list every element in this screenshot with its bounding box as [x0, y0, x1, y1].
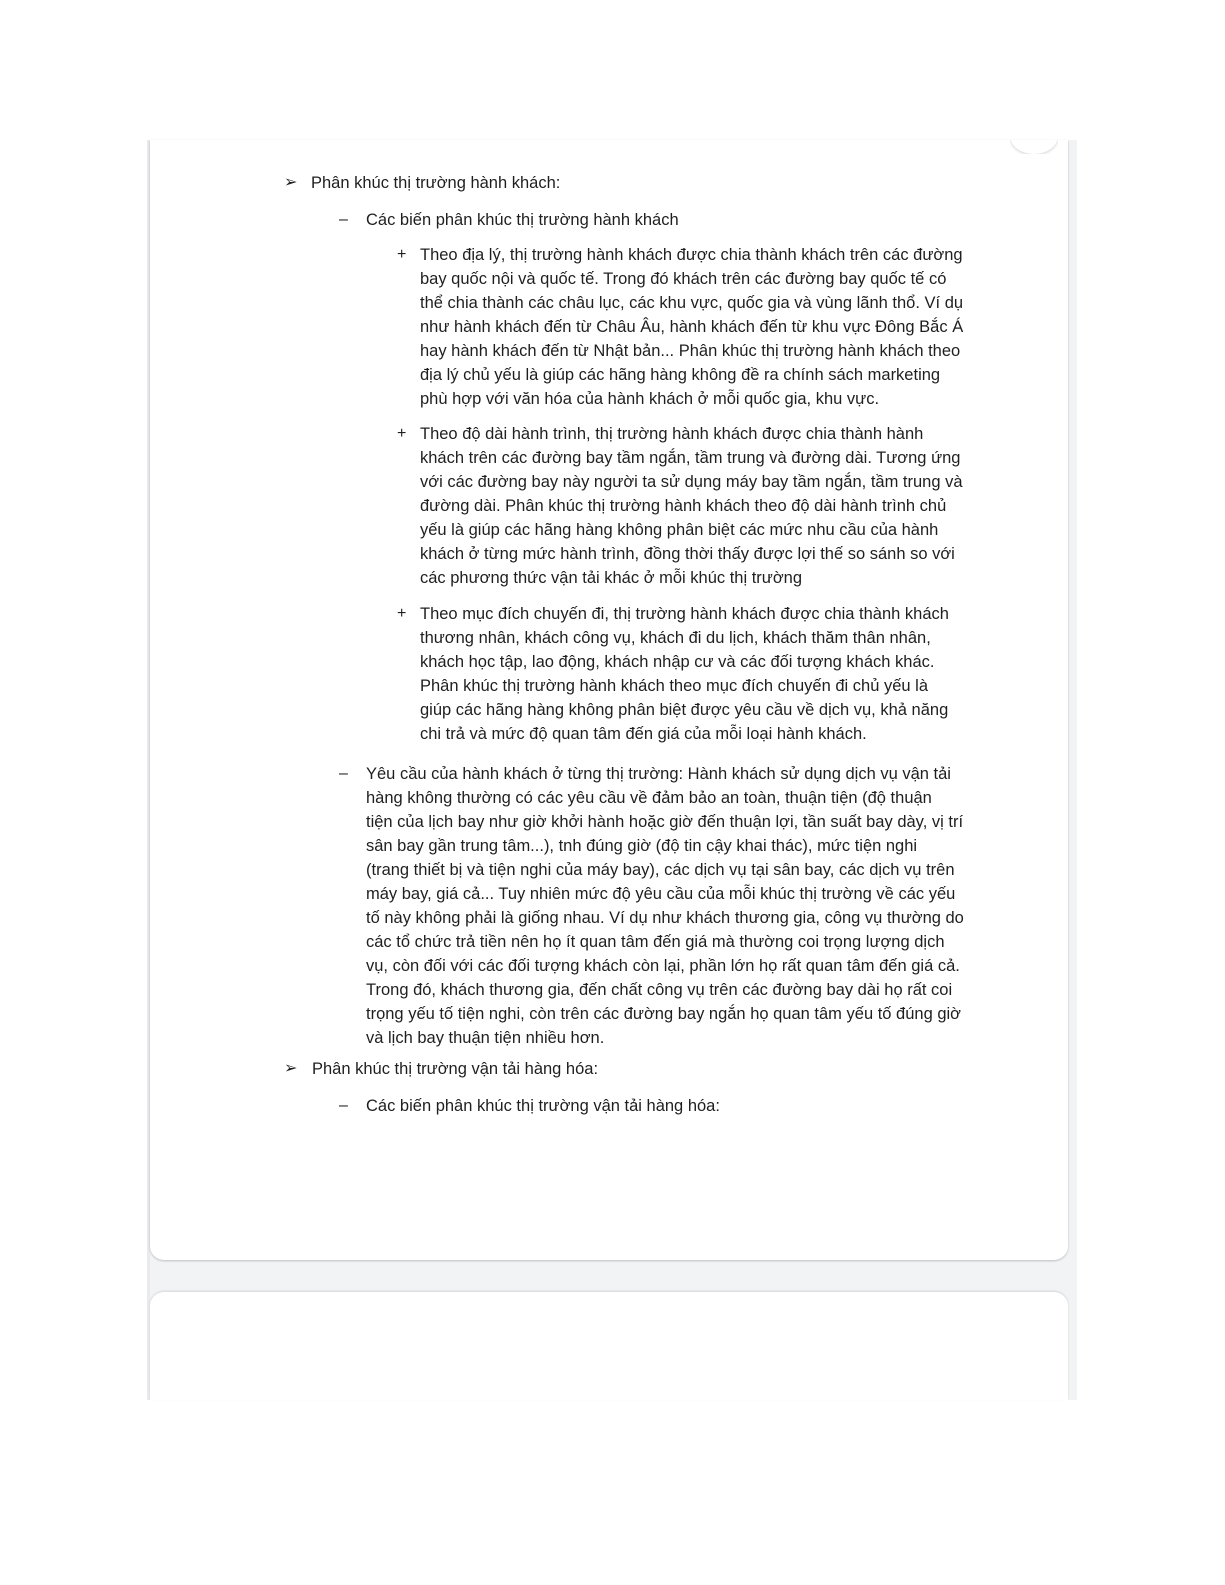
- text-line: Phân khúc thị trường hành khách theo mục đích chuyến đi chủ yếu là: [420, 677, 929, 695]
- text-line: chi trả và mức độ quan tâm đến giá của mỗi loại hành khách.: [420, 725, 867, 743]
- text-line: máy bay, giá cả... Tuy nhiên mức độ yêu cầu của mỗi khúc thị trường về các yếu: [366, 885, 956, 903]
- text-line: thương nhân, khách công vụ, khách đi du lịch, khách thăm thân nhân,: [420, 629, 931, 647]
- item-trip-purpose: [420, 602, 980, 746]
- sub-cargo-variables: Các biến phân khúc thị trường vận tải hàng hóa:: [366, 1097, 720, 1115]
- text-line: Theo mục đích chuyến đi, thị trường hành khách được chia thành khách: [420, 605, 949, 623]
- text-line: phù hợp với văn hóa của hành khách ở mỗi quốc gia, khu vực.: [420, 390, 880, 408]
- passenger-requirements: [366, 762, 986, 1050]
- heading-passenger-segmentation: Phân khúc thị trường hành khách:: [311, 174, 561, 192]
- dash-bullet-icon: –: [339, 211, 348, 228]
- text-line: các phương thức vận tải khác ở mỗi khúc thị trường: [420, 569, 803, 587]
- next-document-page: [150, 1292, 1068, 1400]
- text-line: như hành khách đến từ Châu Âu, hành khách đến từ khu vực Đông Bắc Á: [420, 318, 964, 336]
- sub-passenger-variables: Các biến phân khúc thị trường hành khách: [366, 211, 679, 229]
- text-line: (trang thiết bị và tiện nghi của máy bay), các dịch vụ tại sân bay, các dịch vụ trên: [366, 861, 955, 879]
- text-line: đường dài. Phân khúc thị trường hành khách theo độ dài hành trình chủ: [420, 497, 947, 515]
- text-line: tố này không phải là giống nhau. Ví dụ như khách thương gia, công vụ thường do: [366, 909, 964, 927]
- plus-bullet-icon: +: [397, 246, 407, 263]
- text-line: giúp các hãng hàng không phân biệt được yêu cầu về dịch vụ, khả năng: [420, 701, 949, 719]
- text-line: bay quốc nội và quốc tế. Trong đó khách trên các đường bay quốc tế có: [420, 270, 947, 288]
- text-line: với các đường bay này người ta sử dụng máy bay tầm ngắn, tầm trung và: [420, 473, 963, 491]
- text-line: khách ở từng mức hành trình, đồng thời thấy được lợi thế so sánh so với: [420, 545, 955, 563]
- text-line: sân bay gần trung tâm...), tnh đúng giờ (độ tin cậy khai thác), mức tiện nghi: [366, 837, 918, 855]
- text-line: trọng yếu tố tiện nghi, còn trên các đường bay ngắn họ quan tâm yếu tố đúng giờ: [366, 1005, 961, 1023]
- text-line: Theo độ dài hành trình, thị trường hành khách được chia thành hành: [420, 425, 924, 443]
- text-line: Yêu cầu của hành khách ở từng thị trường: Hành khách sử dụng dịch vụ vận tải: [366, 765, 951, 783]
- floating-button-edge[interactable]: [1010, 118, 1058, 154]
- text-line: yếu là giúp các hãng hàng không phân biệt các mức nhu cầu của hành: [420, 521, 939, 539]
- text-line: vụ, còn đối với các đối tượng khách còn lại, phần lớn họ rất quan tâm đến giá cả.: [366, 957, 960, 975]
- text-line: địa lý chủ yếu là giúp các hãng hàng không đề ra chính sách marketing: [420, 366, 941, 384]
- text-line: khách học tập, lao động, khách nhập cư và các đối tượng khách khác.: [420, 653, 935, 671]
- text-line: hay hành khách đến từ Nhật bản... Phân khúc thị trường hành khách theo: [420, 342, 961, 360]
- arrow-bullet-icon: ➢: [284, 1060, 298, 1077]
- text-line: Trong đó, khách thương gia, đến chất công vụ trên các đường bay dài họ rất coi: [366, 981, 953, 999]
- item-geography: [420, 243, 980, 411]
- plus-bullet-icon: +: [397, 425, 407, 442]
- text-line: hàng không thường có các yêu cầu về đảm bảo an toàn, thuận tiện (độ thuận: [366, 789, 932, 807]
- text-line: khách trên các đường bay tầm ngắn, tầm trung và đường dài. Tương ứng: [420, 449, 961, 467]
- plus-bullet-icon: +: [397, 605, 407, 622]
- dash-bullet-icon: –: [339, 765, 348, 782]
- item-journey-length: [420, 422, 980, 590]
- text-line: Theo địa lý, thị trường hành khách được chia thành khách trên các đường: [420, 246, 963, 264]
- text-line: và lịch bay thuận tiện nhiều hơn.: [366, 1029, 605, 1047]
- text-line: các tổ chức trả tiền nên họ ít quan tâm đến giá mà thường coi trọng lượng dịch: [366, 933, 945, 951]
- text-line: thể chia thành các châu lục, các khu vực, quốc gia và vùng lãnh thổ. Ví dụ: [420, 294, 964, 312]
- arrow-bullet-icon: ➢: [284, 174, 298, 191]
- dash-bullet-icon: –: [339, 1097, 348, 1114]
- heading-cargo-segmentation: Phân khúc thị trường vận tải hàng hóa:: [312, 1060, 599, 1078]
- text-line: tiện của lịch bay như giờ khởi hành hoặc giờ đến thuận lợi, tần suất bay dày, vị trí: [366, 813, 964, 831]
